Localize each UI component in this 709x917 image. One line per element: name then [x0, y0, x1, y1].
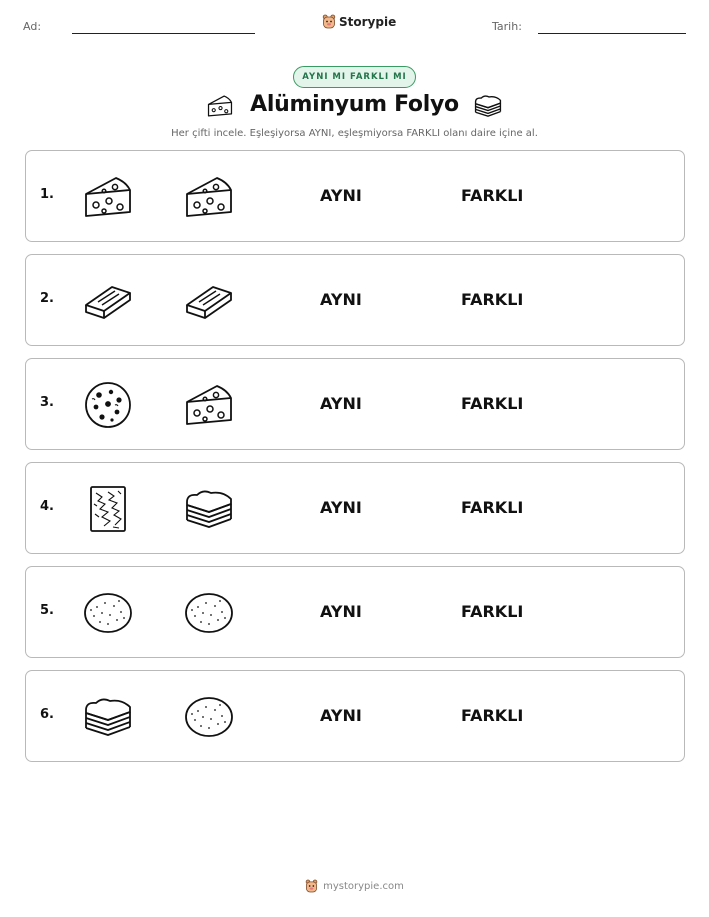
date-label: Tarih:	[492, 20, 522, 33]
brand-logo	[322, 14, 396, 29]
butter-icon	[80, 275, 136, 327]
row-number: 4.	[40, 499, 54, 514]
pair-row-5	[25, 566, 685, 658]
pair-row-2	[25, 254, 685, 346]
foil-sheet-icon	[80, 483, 136, 535]
different-option[interactable]: FARKLI	[461, 498, 524, 517]
sandwich-icon	[80, 691, 136, 743]
tortilla-icon	[181, 691, 237, 743]
storypie-mascot-icon	[322, 14, 336, 29]
row-number: 5.	[40, 603, 54, 618]
storypie-mascot-icon	[305, 879, 318, 893]
page-footer	[0, 879, 709, 893]
cheese-icon	[80, 171, 136, 223]
instruction-text: Her çifti incele. Eşleşiyorsa AYNI, eşleşmiyorsa FARKLI olanı daire içine al.	[171, 128, 538, 139]
cheese-icon	[181, 379, 237, 431]
pair-row-6	[25, 670, 685, 762]
name-line	[72, 33, 255, 34]
pair-row-1	[25, 150, 685, 242]
worksheet-type-badge: AYNI MI FARKLI MI	[293, 66, 416, 88]
sandwich-icon	[472, 93, 504, 123]
page-title: Alüminyum Folyo	[250, 92, 459, 117]
worksheet-header	[0, 14, 709, 42]
name-label: Ad:	[23, 20, 42, 33]
same-option[interactable]: AYNI	[320, 186, 362, 205]
different-option[interactable]: FARKLI	[461, 394, 524, 413]
same-option[interactable]: AYNI	[320, 498, 362, 517]
row-number: 1.	[40, 187, 54, 202]
same-option[interactable]: AYNI	[320, 290, 362, 309]
tortilla-icon	[80, 587, 136, 639]
brand-name: Storypie	[339, 14, 397, 29]
row-number: 6.	[40, 707, 54, 722]
different-option[interactable]: FARKLI	[461, 706, 524, 725]
butter-icon	[181, 275, 237, 327]
same-option[interactable]: AYNI	[320, 706, 362, 725]
pair-row-4	[25, 462, 685, 554]
different-option[interactable]: FARKLI	[461, 602, 524, 621]
footer-site-link[interactable]: mystorypie.com	[323, 880, 404, 892]
same-option[interactable]: AYNI	[320, 602, 362, 621]
cookie-icon	[80, 379, 136, 431]
row-number: 3.	[40, 395, 54, 410]
row-number: 2.	[40, 291, 54, 306]
pair-row-3	[25, 358, 685, 450]
tortilla-icon	[181, 587, 237, 639]
cheese-icon	[181, 171, 237, 223]
different-option[interactable]: FARKLI	[461, 186, 524, 205]
same-option[interactable]: AYNI	[320, 394, 362, 413]
sandwich-icon	[181, 483, 237, 535]
different-option[interactable]: FARKLI	[461, 290, 524, 309]
date-line	[538, 33, 686, 34]
